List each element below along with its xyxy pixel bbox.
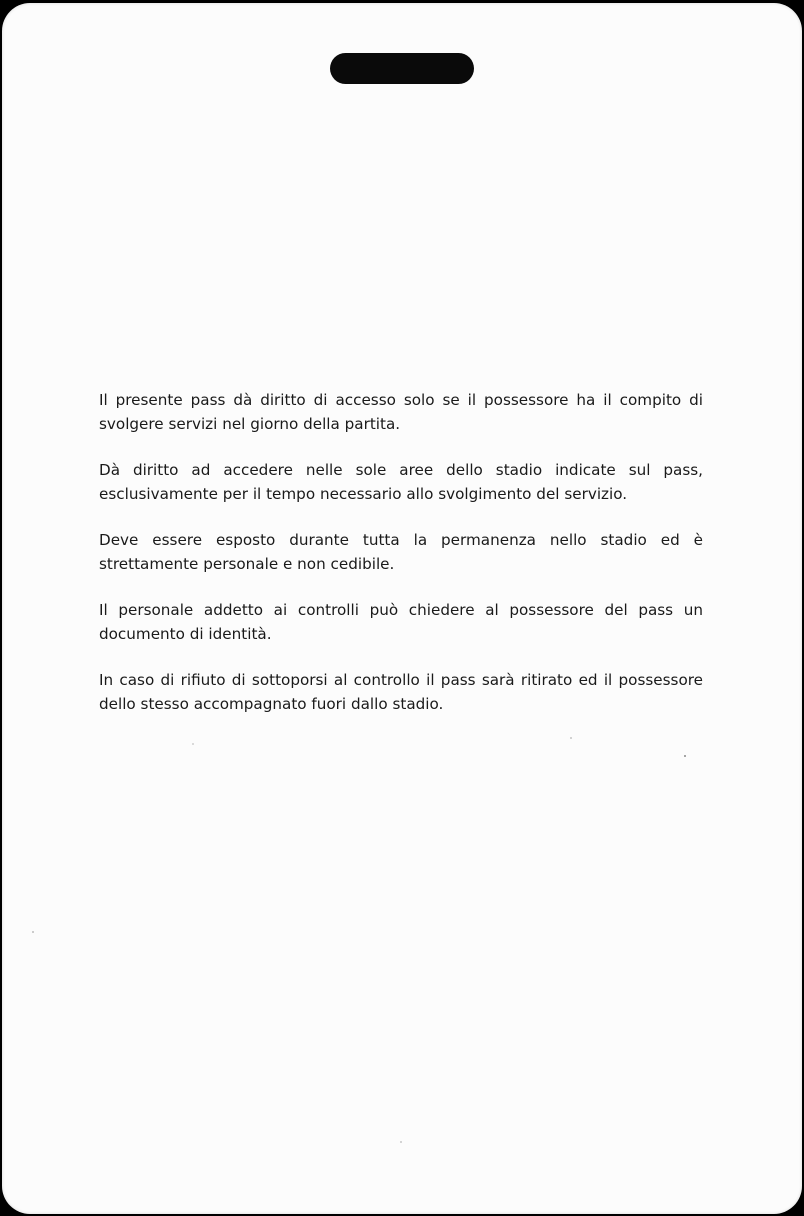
dust-speck xyxy=(570,737,572,739)
terms-text-block xyxy=(99,388,703,716)
dust-speck xyxy=(400,1141,402,1143)
terms-paragraph-display: Deve essere esposto durante tutta la permanenza nello stadio ed è strettamente personale e non cedibile. xyxy=(99,531,703,573)
dust-speck xyxy=(684,755,686,757)
dust-speck xyxy=(32,931,34,933)
terms-paragraph-identity: Il personale addetto ai controlli può chiedere al possessore del pass un documento di identità. xyxy=(99,601,703,643)
terms-paragraph-areas: Dà diritto ad accedere nelle sole aree dello stadio indicate sul pass, esclusivamente per il tempo necessario allo svolgimento del servizio. xyxy=(99,461,703,503)
dust-speck xyxy=(192,743,194,745)
terms-paragraph-refusal: In caso di rifiuto di sottoporsi al controllo il pass sarà ritirato ed il possessore dello stesso accompagnato fuori dallo stadio. xyxy=(99,671,703,713)
pass-card-back xyxy=(2,3,802,1214)
lanyard-slot xyxy=(330,53,474,84)
terms-paragraph-access: Il presente pass dà diritto di accesso solo se il possessore ha il compito di svolgere servizi nel giorno della partita. xyxy=(99,391,703,433)
